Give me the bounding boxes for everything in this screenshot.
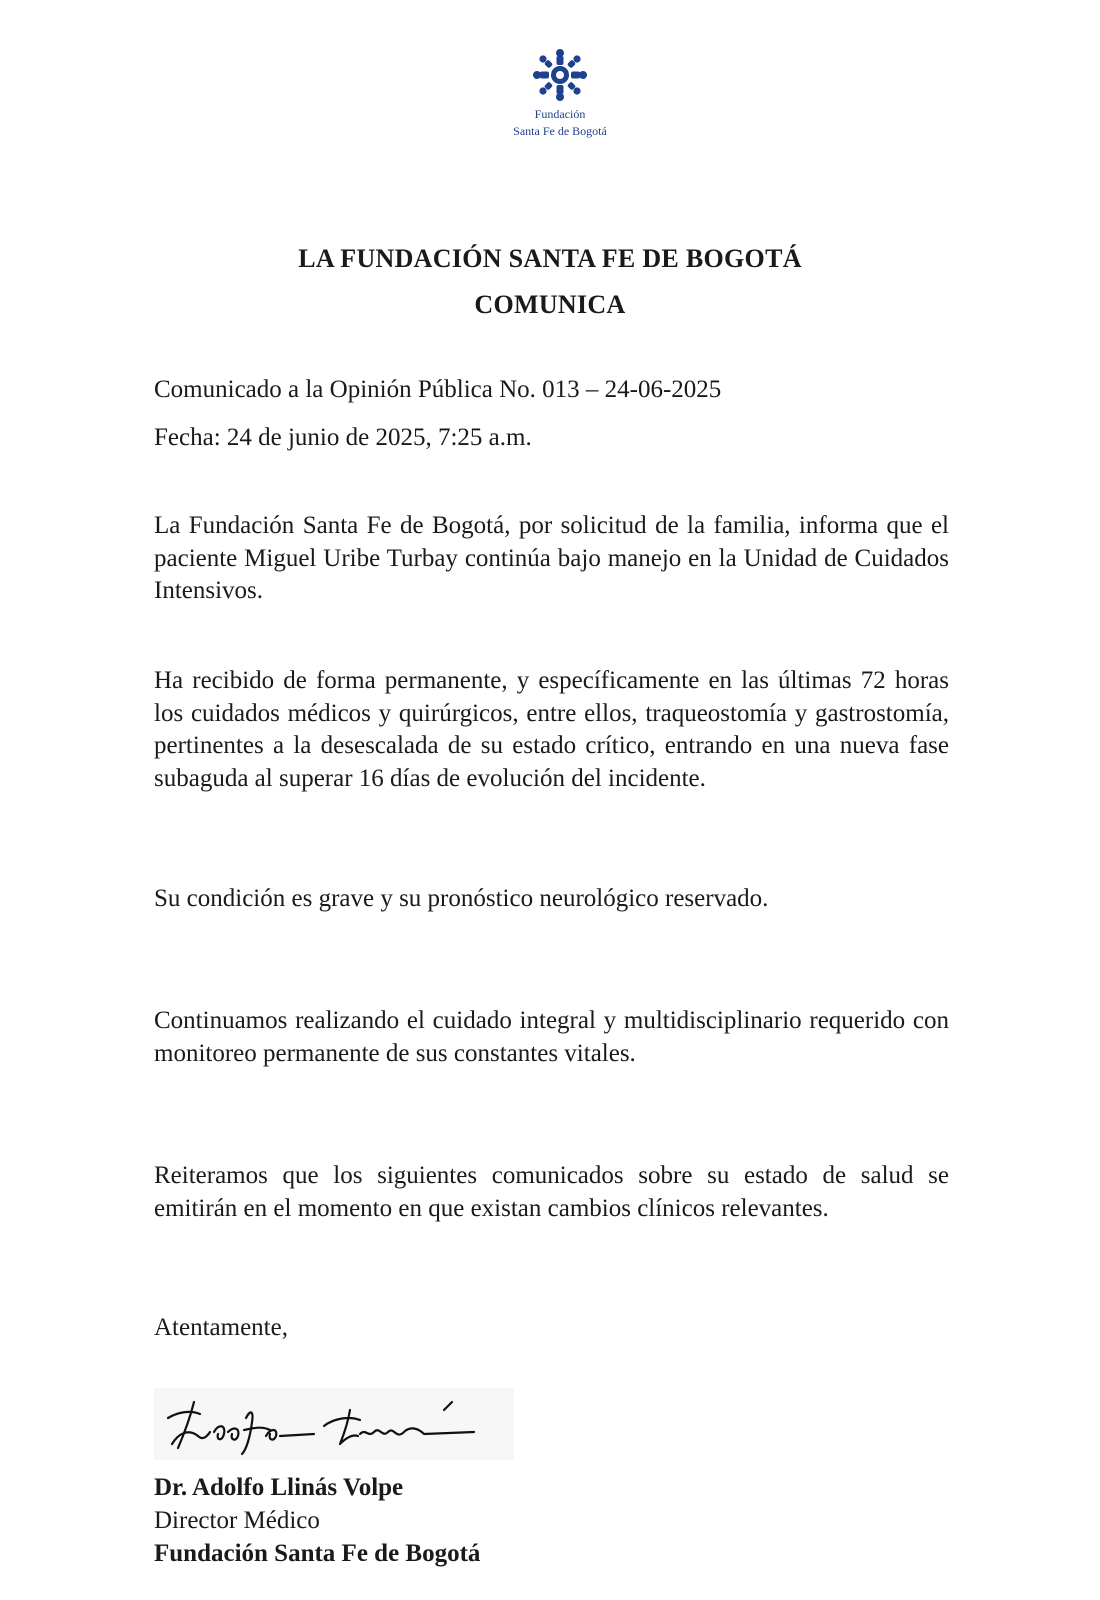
foundation-emblem-icon — [528, 46, 592, 104]
body-paragraph-4: Continuamos realizando el cuidado integral y multidisciplinario requerido con monitoreo permanente de sus constantes vitales. — [154, 1007, 949, 1067]
logo-text-line1: Fundación — [534, 107, 586, 121]
heading-line1: LA FUNDACIÓN SANTA FE DE BOGOTÁ — [298, 244, 802, 273]
heading-line2: COMUNICA — [474, 290, 626, 319]
body-paragraph-2: Ha recibido de forma permanente, y específicamente en las últimas 72 horas los cuidados médicos y quirúrgicos, entre ellos, traqueostomía y gastrostomía, pertinentes a la desescalada de su estado crítico, entrando en una nueva fase subaguda al superar 16 días de evolución del incidente. — [154, 667, 949, 792]
signatory-name: Dr. Adolfo Llinás Volpe — [154, 1474, 404, 1501]
communique-reference: Comunicado a la Opinión Pública No. 013 – 24-06-2025 — [154, 376, 722, 403]
communique-date: Fecha: 24 de junio de 2025, 7:25 a.m. — [154, 424, 532, 451]
foundation-logo — [480, 46, 640, 138]
handwritten-signature — [154, 1388, 514, 1460]
closing-salutation: Atentamente, — [154, 1314, 288, 1341]
body-paragraph-5: Reiteramos que los siguientes comunicados sobre su estado de salud se emitirán en el momento en que existan cambios clínicos relevantes. — [154, 1162, 949, 1222]
signatory-organization: Fundación Santa Fe de Bogotá — [154, 1540, 481, 1567]
body-paragraph-3: Su condición es grave y su pronóstico neurológico reservado. — [154, 885, 769, 912]
signature-icon — [154, 1388, 514, 1460]
logo-text-line2: Santa Fe de Bogotá — [513, 124, 607, 138]
body-paragraph-1: La Fundación Santa Fe de Bogotá, por solicitud de la familia, informa que el paciente Miguel Uribe Turbay continúa bajo manejo en la Unidad de Cuidados Intensivos. — [154, 512, 949, 604]
signatory-role: Director Médico — [154, 1507, 320, 1534]
